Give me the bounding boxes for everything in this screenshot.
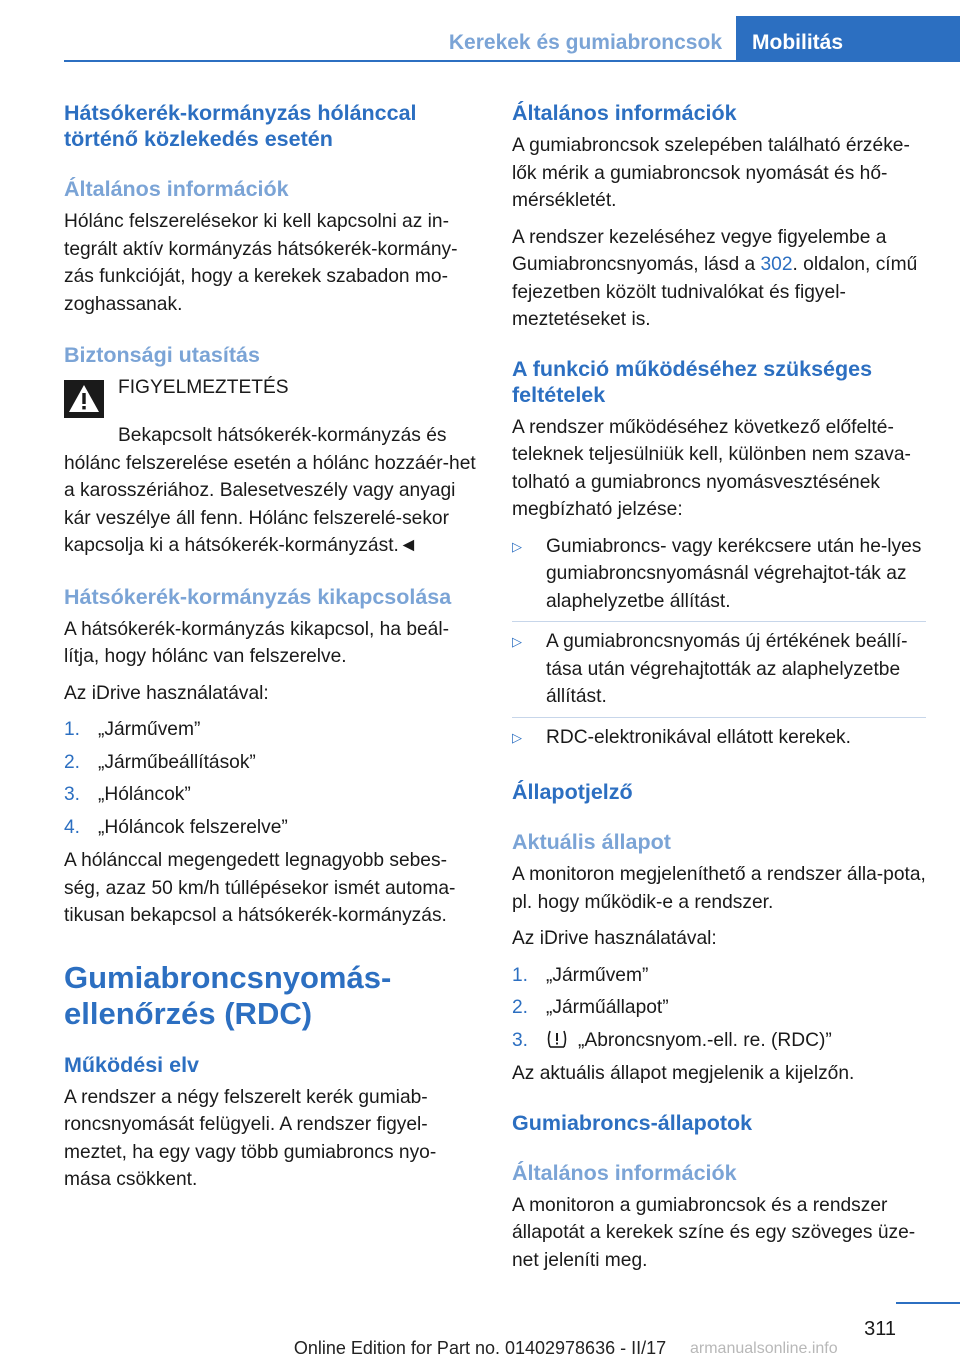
- warning-triangle-icon: [64, 380, 104, 418]
- paragraph-reference: A rendszer kezeléséhez vegye figyelembe a Gumiabroncsnyomás, lásd a 302. oldalon, című fejezetben közölt tudnivalókat és figyel-meztetéseket is.: [512, 226, 918, 330]
- left-column: [64, 100, 476, 1203]
- heading-current-status: Aktuális állapot: [512, 830, 671, 854]
- heading-general-info-rdc: Általános információk: [512, 101, 737, 125]
- warning-block: [64, 374, 476, 560]
- triangle-bullet-icon: ▷: [512, 729, 522, 745]
- list-item: 3. „Hóláncok”: [64, 784, 191, 805]
- right-column: [512, 100, 926, 1283]
- edition-line: Online Edition for Part no. 01402978636 - II/17: [293, 1338, 667, 1358]
- page-header: [0, 0, 960, 62]
- heading-safety: Biztonsági utasítás: [64, 343, 260, 367]
- list-item: 1. „Járművem”: [64, 719, 201, 740]
- footer-rule: [896, 1302, 960, 1304]
- triangle-bullet-icon: ▷: [512, 538, 522, 554]
- list-item: ▷ A gumiabroncsnyomás új értékének beállí-tása után végrehajtották az alaphelyzetbe állítást.: [512, 628, 926, 718]
- chapter-title: Kerekek és gumiabroncsok: [448, 31, 722, 54]
- paragraph-general-info: Hólánc felszerelésekor ki kell kapcsolni az in-tegrált aktív kormányzás hátsókerék-kormány-zás funkcióját, hogy a kerekek szabadon mo-zoghassanak.: [64, 211, 458, 315]
- paragraph-display: Az aktuális állapot megjelenik a kijelzőn.: [512, 1063, 855, 1084]
- heading-principle: Működési elv: [64, 1052, 200, 1077]
- paragraph-speed-limit: A hólánccal megengedett legnagyobb sebes-ség, azaz 50 km/h túllépésekor ismét automa-tikusan bekapcsol a hátsókerék-kormányzás.: [64, 850, 456, 926]
- paragraph-rear-steering-off: A hátsókerék-kormányzás kikapcsol, ha beál-lítja, hogy hólánc van felszerelve.: [64, 618, 449, 667]
- paragraph-tire-states: A monitoron a gumiabroncsok és a rendszer állapotát a kerekek színe és egy szöveges üze-net jeleníti meg.: [512, 1194, 916, 1271]
- list-item: 4. „Hóláncok felszerelve”: [64, 816, 288, 838]
- page-link[interactable]: 302: [760, 254, 793, 275]
- status-steps-list: [512, 962, 926, 1055]
- triangle-bullet-icon: ▷: [512, 634, 522, 649]
- warning-text: Bekapcsolt hátsókerék-kormányzás és hólánc felszerelése esetén a hólánc hozzáér-het a karosszériához. Balesetveszély vagy anyagi kár veszélye áll fenn. Hólánc felszerelé-sekor kapcsolja ki a hátsókerék-kormányzást.◄: [64, 425, 476, 556]
- heading-general-info: Általános információk: [64, 177, 289, 201]
- heading-rear-steering-off: Hátsókerék-kormányzás kikapcsolása: [64, 584, 452, 609]
- tire-pressure-warning-icon: [546, 1029, 568, 1049]
- list-item: 1. „Járművem”: [512, 964, 649, 986]
- section-tab: Mobilitás: [736, 16, 960, 62]
- heading-rdc: Gumiabroncsnyomás-ellenőrzés (RDC): [64, 959, 392, 1031]
- heading-status-indicator: Állapotjelző: [512, 780, 633, 804]
- paragraph-current-status: A monitoron megjeleníthető a rendszer álla-pota, pl. hogy működik-e a rendszer.: [512, 864, 926, 913]
- requirements-list: [512, 533, 926, 758]
- list-item: ▷ RDC-elektronikával ellátott kerekek.: [512, 724, 926, 758]
- heading-general-info-states: Általános információk: [512, 1160, 737, 1185]
- heading-tire-states: Gumiabroncs-állapotok: [512, 1110, 753, 1135]
- list-item: ▷ Gumiabroncs- vagy kerékcsere után he-lyes gumiabroncsnyomásnál végrehajtot-ták az alaphelyzetbe állítást.: [512, 533, 926, 623]
- watermark: armanualsonline.info: [690, 1340, 838, 1357]
- paragraph-idrive: Az iDrive használatával:: [64, 682, 269, 704]
- paragraph-principle: A rendszer a négy felszerelt kerék gumiab-roncsnyomását felügyeli. A rendszer figyel-meztet, ha egy vagy több gumiabroncs nyo-mása csökkent.: [64, 1086, 437, 1190]
- header-rule: [64, 60, 960, 62]
- list-item: 3. „Abroncsnyom.-ell. re. (RDC)”: [512, 1029, 832, 1051]
- list-item: 2. „Járműállapot”: [512, 997, 669, 1018]
- paragraph-requirements: A rendszer működéséhez következő előfelté-teleknek teljesülniük kell, különben nem szava-tolható a gumiabroncs nyomásvesztésének megbízható jelzése:: [512, 416, 911, 520]
- heading-requirements: A funkció működéséhez szükséges feltételek: [512, 356, 873, 407]
- warning-title: FIGYELMEZTETÉS: [118, 377, 289, 398]
- idrive-steps-list: [64, 716, 476, 841]
- page-number: 311: [864, 1318, 896, 1340]
- list-item: 2. „Járműbeállítások”: [64, 751, 256, 773]
- paragraph-sensors: A gumiabroncsok szelepében található érzéke-lők mérik a gumiabroncsok nyomását és hő-mérsékletét.: [512, 135, 910, 211]
- heading-rear-steering-snow-chains: Hátsókerék-kormányzás hólánccal történő közlekedés esetén: [64, 101, 417, 151]
- paragraph-idrive-right: Az iDrive használatával:: [512, 928, 717, 949]
